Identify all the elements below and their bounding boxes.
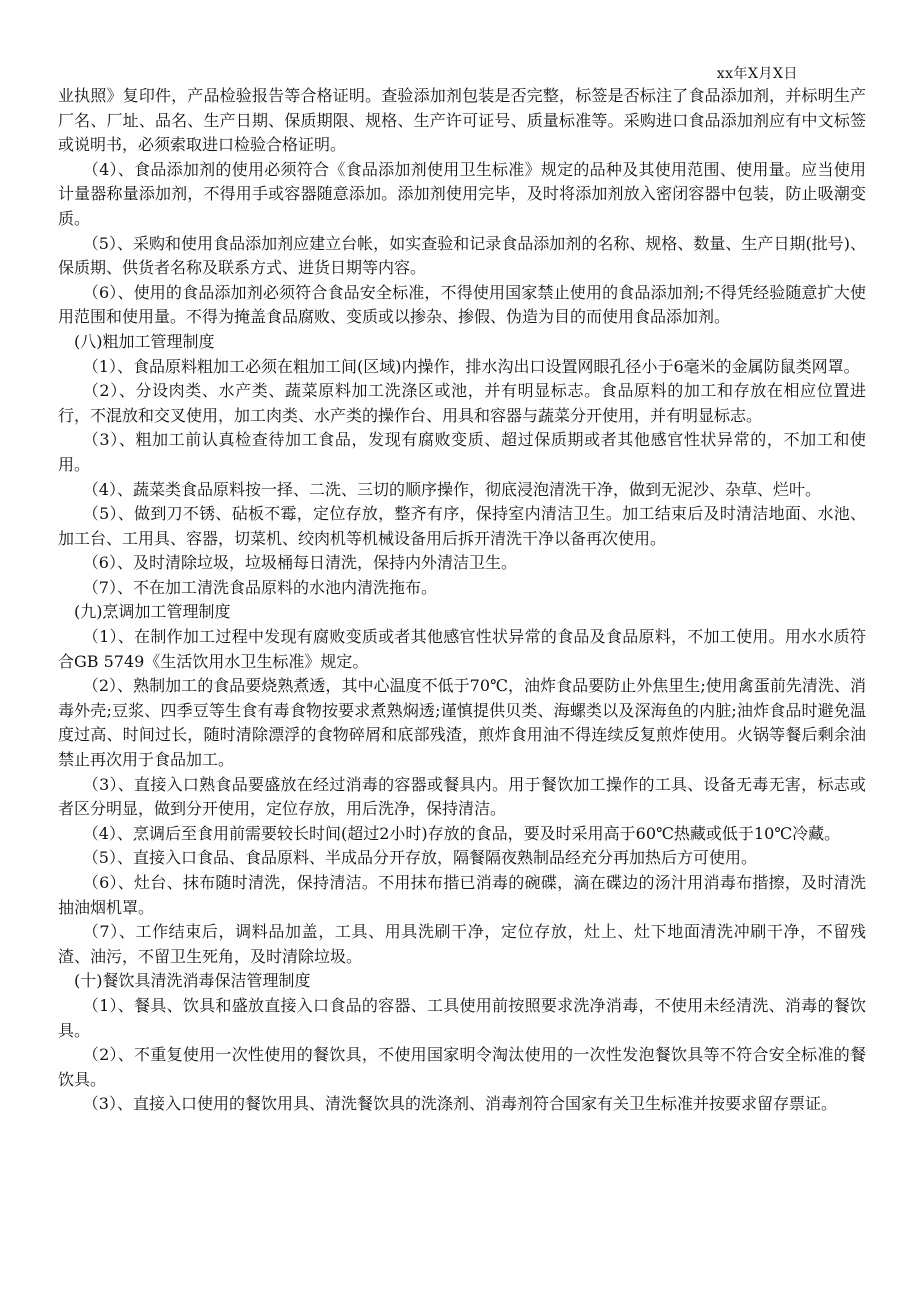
paragraph-cooking-6: （6）、灶台、抹布随时清洗，保持清洁。不用抹布揩已消毒的碗碟，滴在碟边的汤汁用消毒布揩擦，及时清洗抽油烟机罩。 [58, 873, 866, 917]
paragraph-cooking-5: （5）、直接入口食品、食品原料、半成品分开存放，隔餐隔夜熟制品经充分再加热后方可使用。 [82, 848, 757, 868]
paragraph-rough-6: （6）、及时清除垃圾，垃圾桶每日清洗，保持内外清洁卫生。 [82, 553, 517, 573]
section-heading-8: (八)粗加工管理制度 [74, 331, 215, 351]
paragraph-cooking-3: （3）、直接入口熟食品要盛放在经过消毒的容器或餐具内。用于餐饮加工操作的工具、设备无毒无害，标志或者区分明显，做到分开使用，定位存放，用后洗净，保持清洁。 [58, 774, 866, 819]
paragraph-continued: 业执照》复印件，产品检验报告等合格证明。查验添加剂包装是否完整，标签是否标注了食品添加剂，并标明生产厂名、厂址、品名、生产日期、保质期限、规格、生产许可证号、质量标准等。采购进口食品添加剂应有中文标签或说明书，必须索取进口检验合格证明。 [58, 86, 866, 155]
document-body [58, 84, 866, 1117]
paragraph-tableware-3: （3）、直接入口使用的餐饮用具、清洗餐饮具的洗涤剂、消毒剂符合国家有关卫生标准并按要求留存票证。 [82, 1094, 837, 1114]
paragraph-rough-3: （3）、粗加工前认真检查待加工食品，发现有腐败变质、超过保质期或者其他感官性状异常的，不加工和使用。 [58, 430, 866, 474]
paragraph-tableware-1: （1）、餐具、饮具和盛放直接入口食品的容器、工具使用前按照要求洗净消毒，不使用未经清洗、消毒的餐饮具。 [58, 995, 866, 1040]
section-heading-9: (九)烹调加工管理制度 [74, 602, 231, 622]
paragraph-additive-4: （4）、食品添加剂的使用必须符合《食品添加剂使用卫生标准》规定的品种及其使用范围、使用量。应当使用计量器称量添加剂，不得用手或容器随意添加。添加剂使用完毕，及时将添加剂放入密闭容器中包装，防止吸潮变质。 [58, 159, 866, 228]
paragraph-additive-6: （6）、使用的食品添加剂必须符合食品安全标准，不得使用国家禁止使用的食品添加剂;不得凭经验随意扩大使用范围和使用量。不得为掩盖食品腐败、变质或以掺杂、掺假、伪造为目的而使用食品添加剂。 [58, 282, 866, 327]
paragraph-rough-4: （4）、蔬菜类食品原料按一择、二洗、三切的顺序操作，彻底浸泡清洗干净，做到无泥沙、杂草、烂叶。 [82, 479, 821, 499]
paragraph-cooking-7: （7）、工作结束后，调料品加盖，工具、用具洗刷干净，定位存放，灶上、灶下地面清洗冲刷干净，不留残渣、油污，不留卫生死角，及时清除垃圾。 [58, 922, 866, 966]
paragraph-rough-7: （7）、不在加工清洗食品原料的水池内清洗拖布。 [82, 577, 437, 597]
paragraph-cooking-4: （4）、烹调后至食用前需要较长时间(超过2小时)存放的食品，要及时采用高于60℃热藏或低于10℃冷藏。 [82, 823, 841, 843]
paragraph-rough-1: （1）、食品原料粗加工必须在粗加工间(区域)内操作，排水沟出口设置网眼孔径小于6毫米的金属防鼠类网罩。 [82, 356, 860, 376]
section-heading-10: (十)餐饮具清洗消毒保洁管理制度 [74, 971, 311, 991]
paragraph-rough-5: （5）、做到刀不锈、砧板不霉，定位存放，整齐有序，保持室内清洁卫生。加工结束后及时清洁地面、水池、加工台、工用具、容器，切菜机、绞肉机等机械设备用后拆开清洗干净以备再次使用。 [58, 504, 866, 548]
paragraph-cooking-1: （1）、在制作加工过程中发现有腐败变质或者其他感官性状异常的食品及食品原料，不加工使用。用水水质符合GB 5749《生活饮用水卫生标准》规定。 [58, 627, 866, 671]
paragraph-additive-5: （5）、采购和使用食品添加剂应建立台帐，如实查验和记录食品添加剂的名称、规格、数量、生产日期(批号)、保质期、供货者名称及联系方式、进货日期等内容。 [58, 233, 866, 278]
paragraph-rough-2: （2）、分设肉类、水产类、蔬菜原料加工洗涤区或池，并有明显标志。食品原料的加工和存放在相应位置进行，不混放和交叉使用，加工肉类、水产类的操作台、用具和容器与蔬菜分开使用，并有明显标志。 [58, 381, 866, 425]
paragraph-cooking-2: （2）、熟制加工的食品要烧熟煮透，其中心温度不低于70℃，油炸食品要防止外焦里生;使用禽蛋前先清洗、消毒外壳;豆浆、四季豆等生食有毒食物按要求煮熟焖透;谨慎提供贝类、海螺类以及深海鱼的内脏;油炸食品时避免温度过高、时间过长，随时清除漂浮的食物碎屑和底部残渣，煎炸食用油不得连续反复煎炸使用。火锅等餐后剩余油禁止再次用于食品加工。 [58, 676, 866, 770]
page-header-date: xx年X月X日 [716, 66, 798, 82]
paragraph-tableware-2: （2）、不重复使用一次性使用的餐饮具，不使用国家明令淘汰使用的一次性发泡餐饮具等不符合安全标准的餐饮具。 [58, 1045, 866, 1089]
